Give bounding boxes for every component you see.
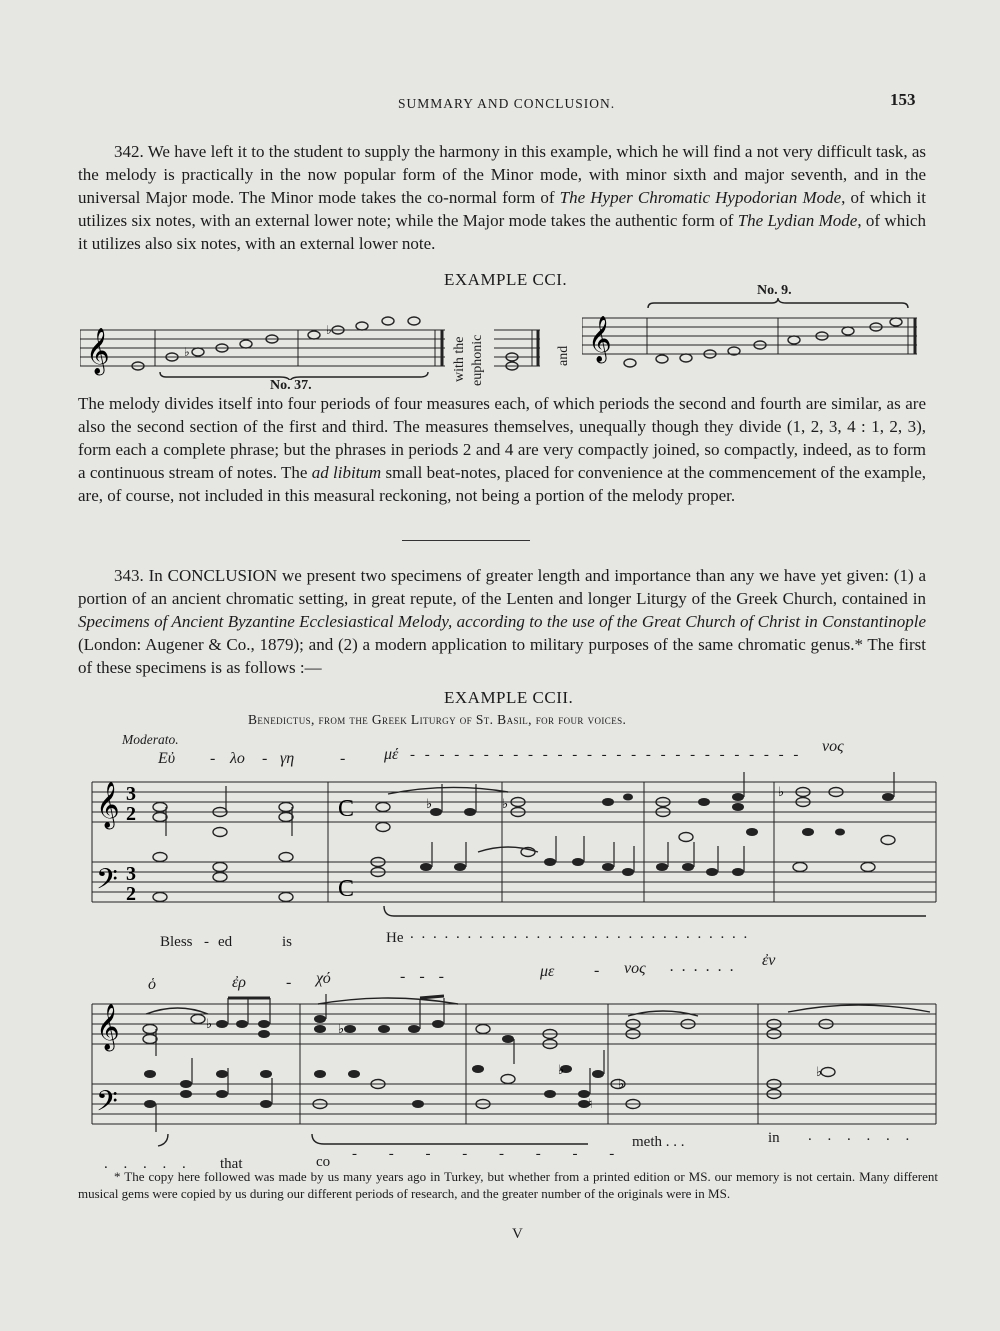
svg-text:♭: ♭ xyxy=(184,345,190,359)
paragraph-342: 342. We have left it to the student to supply the harmony in this example, which he will find a not very difficult task, as the melody is practically in the now popular form of the Minor mode, with minor sixth and major seventh, and in the universal Major mode. The Minor mode takes the co-normal form of The Hyper Chromatic Hypodorian Mode, of which it utilizes six notes, with an external lower note; while the Major mode takes the authentic form of The Lydian Mode, of which it utilizes also six notes, with an external lower note. xyxy=(78,142,926,253)
paragraph-melody: The melody divides itself into four periods of four measures each, of which periods the second and fourth are similar, as are also the second section of the first and third. The measures themselves, unequally though they divide (1, 2, 3, 4 : 1, 2, 3), form each a complete phrase; but the phrases in periods 2 and 4 are very compactly joined, so compactly, indeed, as to form a continuous stream of notes. The ad libitum small beat-notes, placed for convenience at the commencement of the example, are, of course, not included in this measural reckoning, not being a portion of the melody proper. xyxy=(78,394,927,505)
lyric-leader: - - - - - - - - xyxy=(352,1146,629,1162)
example-cci-staff-left xyxy=(80,300,460,380)
svg-text:♭: ♭ xyxy=(338,1021,345,1036)
signature-mark: V xyxy=(512,1226,523,1242)
lyric-leader: . . . . . xyxy=(104,1156,192,1172)
greek-leader: . . . . . . xyxy=(670,958,736,975)
greek-syllable: - xyxy=(262,750,268,767)
lyric-syllable: - xyxy=(204,934,209,950)
svg-text:♭: ♭ xyxy=(206,1016,213,1031)
greek-syllable: γη xyxy=(280,750,295,767)
greek-syllable: χό xyxy=(316,970,331,987)
greek-syllable: - xyxy=(210,750,216,767)
svg-text:3: 3 xyxy=(126,783,136,805)
svg-text:𝄞: 𝄞 xyxy=(96,1004,120,1050)
svg-text:♭: ♭ xyxy=(618,1076,625,1091)
and-label: and xyxy=(556,345,571,366)
euphonic-label: euphonic xyxy=(470,334,485,386)
greek-syllable: ἐρ xyxy=(232,974,246,991)
svg-text:♭: ♭ xyxy=(778,784,785,799)
lyric-syllable: ed xyxy=(218,934,233,950)
example-cci-staff-right xyxy=(582,296,922,380)
svg-text:𝄞: 𝄞 xyxy=(588,316,612,362)
greek-syllable: ὁ xyxy=(148,976,156,993)
svg-text:𝄢: 𝄢 xyxy=(96,1085,118,1125)
page-number: 153 xyxy=(890,90,916,109)
example-cci-title: EXAMPLE CCI. xyxy=(444,270,568,289)
dash-leader: - - - - - - - - - - - - - - - - - - - - - - - - - - - xyxy=(410,747,802,763)
lyric-syllable: meth . . . xyxy=(632,1134,685,1150)
lyric-syllable: Bless xyxy=(160,934,193,950)
svg-text:3: 3 xyxy=(126,863,136,885)
greek-syllable: ἐν xyxy=(762,952,776,969)
greek-syllable: μέ xyxy=(384,746,399,763)
lyric-syllable: co xyxy=(316,1154,331,1170)
paragraph-number: 342. xyxy=(114,142,144,161)
running-title: SUMMARY AND CONCLUSION. xyxy=(398,96,616,111)
greek-syllable: - xyxy=(594,962,600,979)
svg-text:C: C xyxy=(338,796,355,822)
lyric-syllable: is xyxy=(282,934,293,950)
svg-text:𝄞: 𝄞 xyxy=(96,782,120,828)
svg-text:♭: ♭ xyxy=(326,323,332,337)
paragraph-number: 343. xyxy=(114,566,144,585)
lyric-syllable: in xyxy=(768,1130,780,1146)
section-divider xyxy=(402,540,530,541)
greek-syllable: - xyxy=(340,750,346,767)
lyric-syllable: that xyxy=(220,1156,243,1172)
greek-syllable: νος xyxy=(624,960,646,977)
svg-text:2: 2 xyxy=(126,883,136,905)
footnote: * The copy here followed was made by us many years ago in Turkey, but whether from a printed edition or MS. our memory is not certain. Many different musical gems were copied by us during our different periods of research, and the greater number of the originals were in MS. xyxy=(78,1169,938,1201)
example-ccii-subtitle: Benedictus, from the Greek Liturgy of St. Basil, for four voices. xyxy=(248,712,627,727)
lyric-syllable: He xyxy=(386,930,404,946)
label-no-9: No. 9. xyxy=(757,283,792,298)
svg-text:♭: ♭ xyxy=(816,1064,823,1079)
greek-syllable: νος xyxy=(822,738,844,755)
euphonic-chord-staff xyxy=(494,310,546,380)
paragraph-343: 343. In CONCLUSION we present two specimens of greater length and importance than any we have yet given: (1) a portion of an ancient chromatic setting, in great repute, of the Lenten and longer Liturgy of the Greek Church, contained in Specimens of Ancient Byzantine Ecclesiastical Melody, according to the use of the Great Church of Christ in Constantinople (London: Augener & Co., 1879); and (2) a modern application to military purposes of the same chromatic genus.* The first of these specimens is as follows :— xyxy=(78,566,926,677)
svg-text:♮: ♮ xyxy=(588,1096,593,1111)
svg-text:𝄞: 𝄞 xyxy=(86,328,110,374)
lyric-leader: . . . . . . . . . . . . . . . . . . . . . . . . . . . . . . xyxy=(410,926,750,942)
greek-syllable: - xyxy=(286,974,292,991)
svg-text:♭: ♭ xyxy=(502,796,509,811)
svg-text:2: 2 xyxy=(126,803,136,825)
music-system-1 xyxy=(88,766,940,946)
example-ccii-title: EXAMPLE CCII. xyxy=(444,688,574,707)
greek-syllable: με xyxy=(540,963,555,980)
svg-text:𝄢: 𝄢 xyxy=(96,863,118,903)
lyric-leader: . . . . . . xyxy=(808,1128,916,1144)
svg-text:♭: ♭ xyxy=(426,796,433,811)
greek-syllable: - - - xyxy=(400,968,449,985)
tempo-marking: Moderato. xyxy=(122,732,179,747)
greek-syllable: Εὐ xyxy=(158,750,176,767)
greek-syllable: λο xyxy=(230,750,245,767)
svg-text:♭: ♭ xyxy=(558,1062,565,1077)
label-no-37: No. 37. xyxy=(270,378,312,393)
svg-text:C: C xyxy=(338,876,355,902)
with-the-label: with the xyxy=(452,336,467,382)
